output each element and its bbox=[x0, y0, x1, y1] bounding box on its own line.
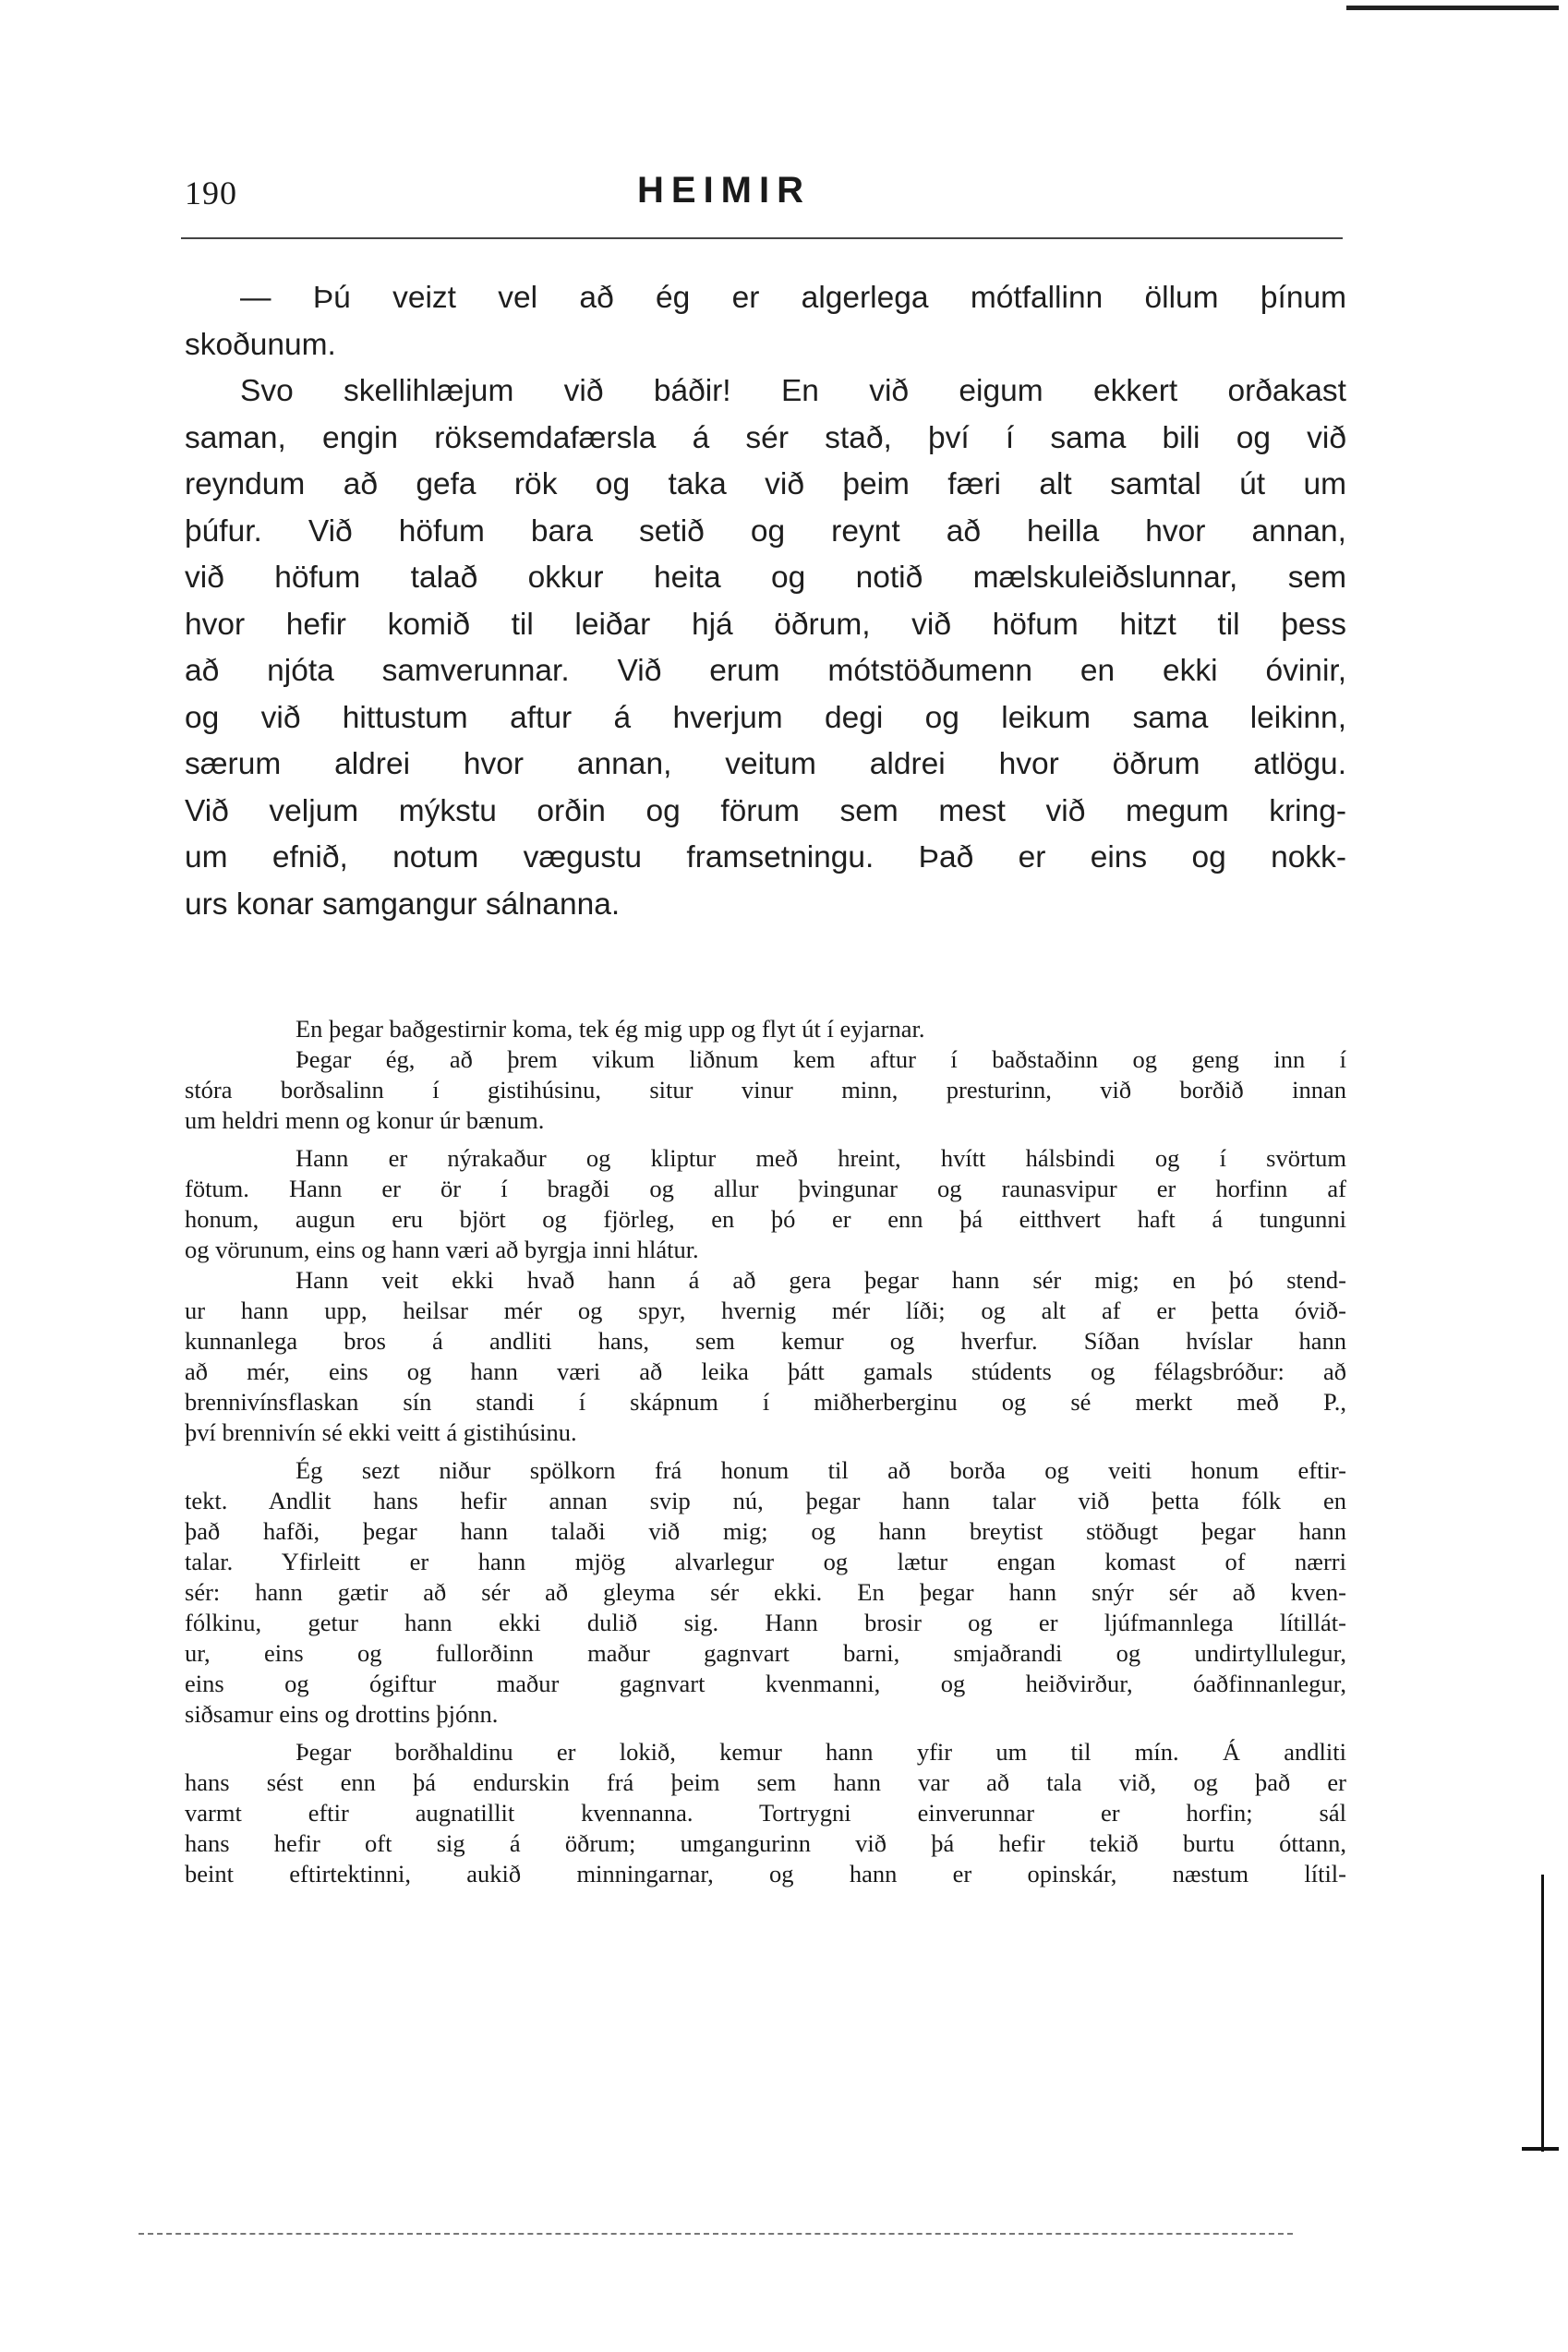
text-line: Svo skellihlæjum við báðir! En við eigum ekkert orðakast bbox=[240, 374, 1346, 408]
text-line: siðsamur eins og drottins þjónn. bbox=[185, 1700, 499, 1728]
header-rule bbox=[181, 237, 1343, 239]
text-line: Við veljum mýkstu orðin og förum sem mest við megum kring- bbox=[185, 793, 1346, 828]
text-line: við höfum talað okkur heita og notið mælskuleiðslunnar, sem bbox=[185, 561, 1346, 595]
text-line: Þegar ég, að þrem vikum liðnum kem aftur í baðstaðinn og geng inn í bbox=[296, 1045, 1346, 1073]
text-line: talar. Yfirleitt er hann mjög alvarlegur og lætur engan komast of nærri bbox=[185, 1548, 1346, 1575]
text-line: hans sést enn þá endurskin frá þeim sem hann var að tala við, og það er bbox=[185, 1768, 1346, 1796]
text-line: hvor hefir komið til leiðar hjá öðrum, við höfum hitzt til þess bbox=[185, 607, 1346, 642]
text-line: stóra borðsalinn í gistihúsinu, situr vinur minn, presturinn, við borðið innan bbox=[185, 1076, 1346, 1104]
top-edge-rule bbox=[1346, 6, 1559, 10]
text-line: sér: hann gætir að sér að gleyma sér ekki. En þegar hann snýr sér að kven- bbox=[185, 1578, 1346, 1606]
text-line: Hann veit ekki hvað hann á að gera þegar hann sér mig; en þó stend- bbox=[296, 1266, 1346, 1294]
text-line: ur hann upp, heilsar mér og spyr, hvernig mér líði; og alt af er þetta óvið- bbox=[185, 1297, 1346, 1324]
text-line: hans hefir oft sig á öðrum; umgangurinn við þá hefir tekið burtu óttann, bbox=[185, 1829, 1346, 1857]
text-line: — Þú veizt vel að ég er algerlega mótfallinn öllum þínum bbox=[240, 281, 1346, 315]
text-line: Ég sezt niður spölkorn frá honum til að borða og veiti honum eftir- bbox=[296, 1456, 1346, 1484]
text-line: Þegar borðhaldinu er lokið, kemur hann yfir um til mín. Á andliti bbox=[296, 1738, 1346, 1766]
page-edge-mark-foot bbox=[1522, 2147, 1559, 2151]
text-line: tekt. Andlit hans hefir annan svip nú, þegar hann talar við þetta fólk en bbox=[185, 1487, 1346, 1514]
text-line: honum, augun eru björt og fjörleg, en þó er enn þá eitthvert haft á tungunni bbox=[185, 1205, 1346, 1233]
text-line: um heldri menn og konur úr bænum. bbox=[185, 1106, 545, 1134]
text-line: urs konar samgangur sálnanna. bbox=[185, 887, 621, 922]
text-line: og við hittustum aftur á hverjum degi og leikum sama leikinn, bbox=[185, 700, 1346, 735]
text-line: skoðunum. bbox=[185, 327, 336, 362]
text-line: særum aldrei hvor annan, veitum aldrei hvor öðrum atlögu. bbox=[185, 747, 1346, 781]
text-line: kunnanlega bros á andliti hans, sem kemur og hverfur. Síðan hvíslar hann bbox=[185, 1327, 1346, 1355]
text-line: þúfur. Við höfum bara setið og reynt að heilla hvor annan, bbox=[185, 513, 1346, 549]
text-line: fólkinu, getur hann ekki dulið sig. Hann brosir og er ljúfmannlega lítillát- bbox=[185, 1609, 1346, 1636]
text-line: að njóta samverunnar. Við erum mótstöðumenn en ekki óvinir, bbox=[185, 654, 1346, 688]
text-line: beint eftirtektinni, aukið minningarnar, og hann er opinskár, næstum lítil- bbox=[185, 1860, 1346, 1888]
bottom-dashed-rule bbox=[139, 2233, 1293, 2235]
body-small-text bbox=[185, 1014, 1346, 1889]
text-line: brennivínsflaskan sín standi í skápnum í miðherberginu og sé merkt með P., bbox=[185, 1388, 1346, 1416]
text-line: fötum. Hann er ör í bragði og allur þvingunar og raunasvipur er horfinn af bbox=[185, 1175, 1346, 1202]
running-title: HEIMIR bbox=[637, 170, 811, 211]
page-edge-mark bbox=[1541, 1875, 1544, 2152]
text-line: En þegar baðgestirnir koma, tek ég mig upp og flyt út í eyjarnar. bbox=[296, 1015, 925, 1043]
text-line: og vörunum, eins og hann væri að byrgja inni hlátur. bbox=[185, 1236, 699, 1263]
text-line: að mér, eins og hann væri að leika þátt gamals stúdents og félagsbróður: að bbox=[185, 1357, 1346, 1385]
page-number: 190 bbox=[185, 175, 237, 211]
text-line: ur, eins og fullorðinn maður gagnvart barni, smjaðrandi og undirtyllulegur, bbox=[185, 1639, 1346, 1667]
text-line: það hafði, þegar hann talaði við mig; og hann breytist stöðugt þegar hann bbox=[185, 1517, 1346, 1545]
text-line: um efnið, notum vægustu framsetningu. Það er eins og nokk- bbox=[185, 840, 1346, 874]
text-line: reyndum að gefa rök og taka við þeim færi alt samtal út um bbox=[185, 467, 1346, 501]
text-line: því brennivín sé ekki veitt á gistihúsinu. bbox=[185, 1418, 577, 1446]
text-line: Hann er nýrakaður og kliptur með hreint, hvítt hálsbindi og í svörtum bbox=[296, 1144, 1346, 1172]
text-line: saman, engin röksemdafærsla á sér stað, því í sama bili og við bbox=[185, 420, 1346, 455]
text-line: varmt eftir augnatillit kvennanna. Tortrygni einverunnar er horfin; sál bbox=[185, 1799, 1346, 1827]
body-large-text bbox=[185, 275, 1346, 928]
text-line: eins og ógiftur maður gagnvart kvenmanni, og heiðvirður, óaðfinnanlegur, bbox=[185, 1670, 1346, 1697]
